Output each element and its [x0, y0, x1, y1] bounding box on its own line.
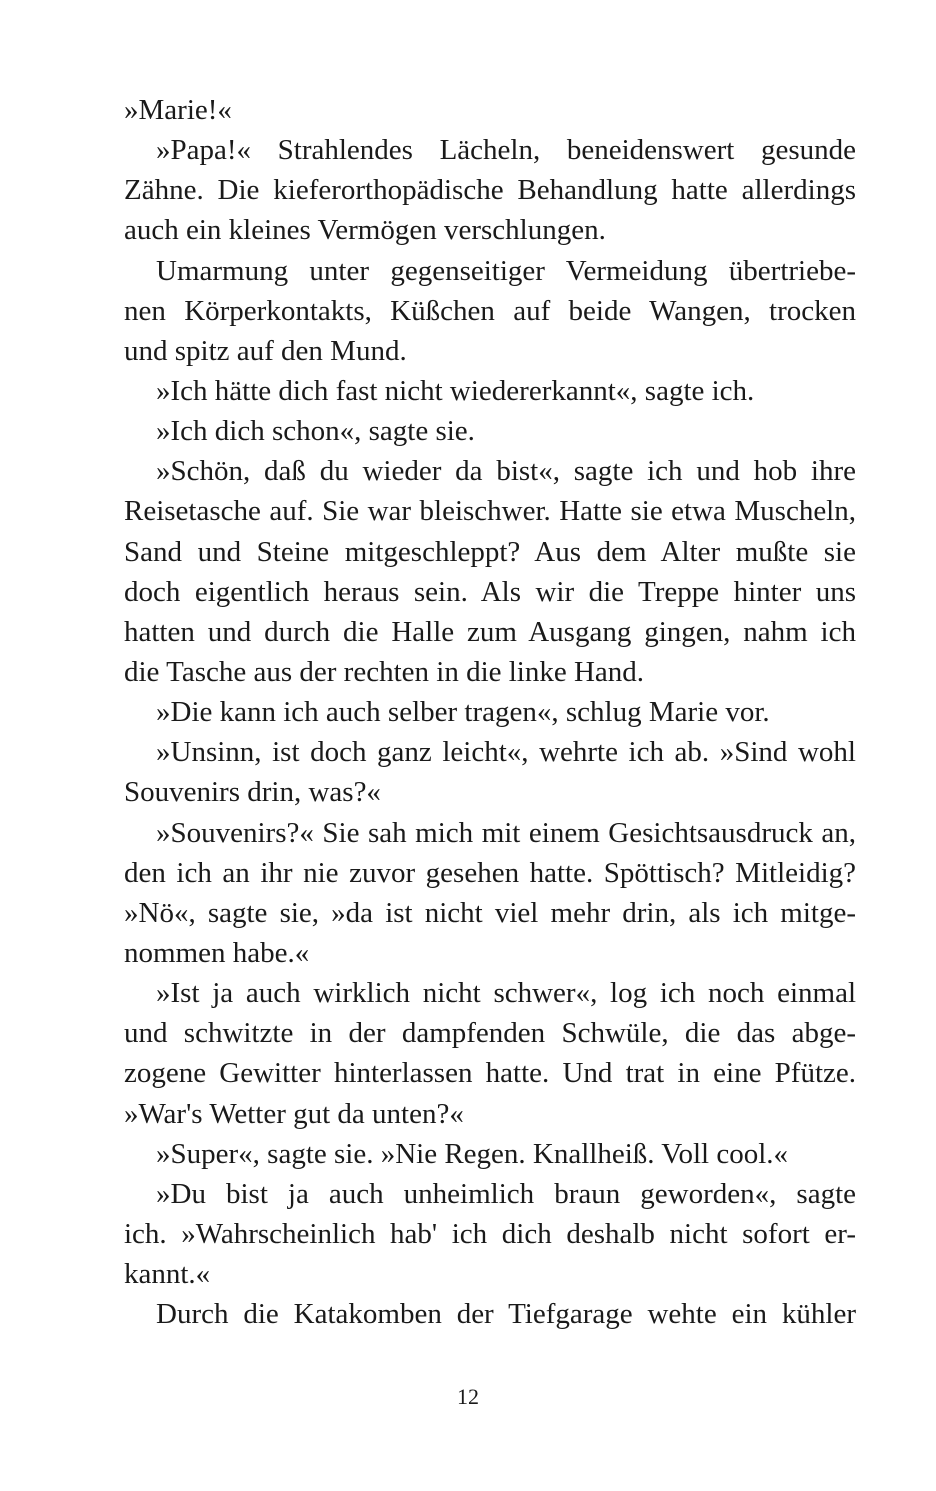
text-line: und schwitzte in der dampfenden Schwüle, die das abge-: [124, 1017, 856, 1050]
text-line: doch eigentlich heraus sein. Als wir die Treppe hinter uns: [124, 575, 856, 608]
text-line: »Marie!«: [124, 94, 232, 126]
text-line: nen Körperkontakts, Küßchen auf beide Wangen, trocken: [124, 294, 856, 327]
text-line: ich. »Wahrscheinlich hab' ich dich deshalb nicht sofort er-: [124, 1217, 856, 1250]
text-line: »Super«, sagte sie. »Nie Regen. Knallheiß. Voll cool.«: [156, 1137, 788, 1170]
text-line: auch ein kleines Vermögen verschlungen.: [124, 214, 606, 247]
text-line: Souvenirs drin, was?«: [124, 776, 381, 809]
text-line: Durch die Katakomben der Tiefgarage wehte ein kühler: [156, 1298, 856, 1331]
body-text: [124, 90, 856, 1334]
text-line: und spitz auf den Mund.: [124, 334, 407, 367]
text-line: »Schön, daß du wieder da bist«, sagte ich und hob ihre: [156, 455, 856, 488]
text-line: Reisetasche auf. Sie war bleischwer. Hatte sie etwa Muscheln,: [124, 495, 856, 528]
text-line: den ich an ihr nie zuvor gesehen hatte. Spöttisch? Mitleidig?: [124, 856, 856, 889]
text-line: die Tasche aus der rechten in die linke Hand.: [124, 655, 645, 688]
text-line: »Ich hätte dich fast nicht wiedererkannt«, sagte ich.: [156, 374, 755, 407]
text-line: kannt.«: [124, 1258, 211, 1291]
text-line: »Papa!« Strahlendes Lächeln, beneidenswert gesunde: [156, 134, 856, 167]
text-line: »Unsinn, ist doch ganz leicht«, wehrte ich ab. »Sind wohl: [156, 736, 856, 769]
text-line: »Du bist ja auch unheimlich braun geworden«, sagte: [156, 1177, 856, 1210]
text-line: Zähne. Die kieferorthopädische Behandlung hatte allerdings: [124, 174, 856, 207]
text-line: hatten und durch die Halle zum Ausgang gingen, nahm ich: [124, 615, 856, 648]
text-line: »Nö«, sagte sie, »da ist nicht viel mehr drin, als ich mitge-: [124, 896, 856, 929]
text-line: nommen habe.«: [124, 936, 310, 969]
text-line: »War's Wetter gut da unten?«: [124, 1097, 464, 1130]
text-line: »Ist ja auch wirklich nicht schwer«, log ich noch einmal: [156, 977, 856, 1010]
text-line: »Die kann ich auch selber tragen«, schlug Marie vor.: [156, 696, 770, 729]
text-line: Sand und Steine mitgeschleppt? Aus dem Alter mußte sie: [124, 535, 856, 568]
text-line: zogene Gewitter hinterlassen hatte. Und trat in eine Pfütze.: [124, 1057, 856, 1090]
text-line: Umarmung unter gegenseitiger Vermeidung übertriebe-: [156, 254, 856, 287]
page-number: 12: [457, 1384, 479, 1409]
text-line: »Ich dich schon«, sagte sie.: [156, 415, 475, 448]
text-line: »Souvenirs?« Sie sah mich mit einem Gesichtsausdruck an,: [156, 816, 856, 849]
